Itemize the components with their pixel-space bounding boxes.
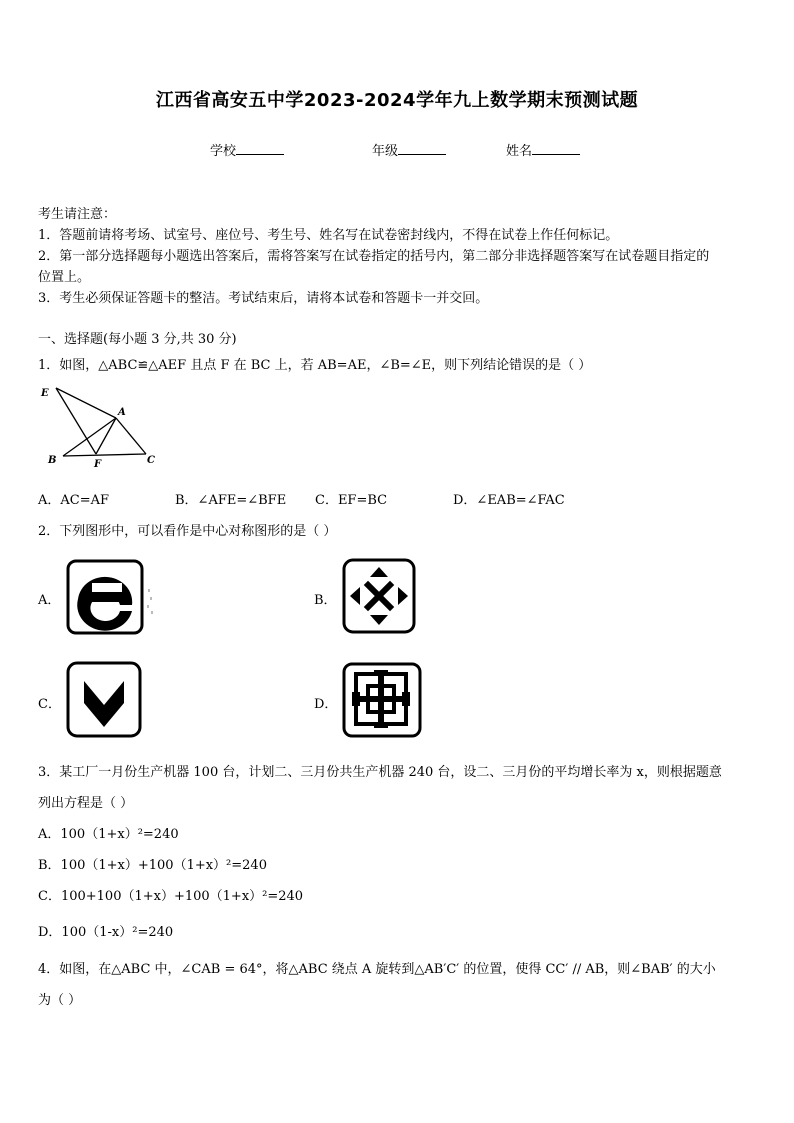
q1-label-f: F [94, 459, 102, 470]
grade-blank[interactable] [398, 142, 446, 155]
q3-option-c[interactable]: C．100+100（1+x）+100（1+x）²=240 [38, 889, 304, 904]
q3-option-d[interactable]: D．100（1-x）²=240 [38, 925, 174, 940]
notice-item-2: 2．第一部分选择题每小题选出答案后，需将答案写在试卷指定的括号内，第二部分非选择题答案写在试卷题目指定的 [38, 249, 710, 264]
q1-triangle-figure [38, 384, 162, 470]
notice-item-2-cont: 位置上。 [38, 270, 91, 285]
v-chevron-icon [66, 661, 144, 739]
q4-stem-line2: 为（ ） [38, 993, 82, 1008]
q2-option-b-label[interactable]: B． [314, 593, 337, 608]
q1-option-a[interactable]: A．AC=AF [38, 493, 110, 508]
q2-option-d-label[interactable]: D． [314, 697, 338, 712]
q1-option-b[interactable]: B．∠AFE=∠BFE [175, 493, 287, 508]
section-heading: 一、选择题(每小题 3 分,共 30 分) [38, 332, 237, 347]
e-logo-icon [66, 559, 156, 635]
q2-option-a-label[interactable]: A． [38, 593, 61, 608]
grade-label: 年级 [372, 144, 399, 159]
q3-option-b[interactable]: B．100（1+x）+100（1+x）²=240 [38, 858, 267, 873]
school-label: 学校 [210, 144, 237, 159]
q3-stem-line1: 3．某工厂一月份生产机器 100 台，计划二、三月份共生产机器 240 台，设二、三月份的平均增长率为 x，则根据题意 [38, 765, 722, 780]
notice-heading: 考生请注意： [38, 207, 117, 222]
q1-label-e: E [41, 388, 49, 399]
name-field[interactable] [506, 140, 580, 159]
page-title: 江西省高安五中学2023-2024学年九上数学期末预测试题 [155, 90, 639, 111]
q2-option-c-label[interactable]: C． [38, 697, 61, 712]
q3-stem-line2: 列出方程是（ ） [38, 796, 134, 811]
school-field[interactable] [210, 140, 284, 159]
q1-label-c: C [147, 455, 155, 466]
notice-item-3: 3．考生必须保证答题卡的整洁。考试结束后，请将本试卷和答题卡一并交回。 [38, 291, 489, 306]
q3-option-a[interactable]: A．100（1+x）²=240 [38, 827, 179, 842]
q4-stem-line1: 4．如图，在△ABC 中，∠CAB = 64°，将△ABC 绕点 A 旋转到△AB′C′ 的位置，使得 CC′ // AB，则∠BAB′ 的大小 [38, 962, 716, 977]
grade-field[interactable] [372, 140, 446, 159]
school-blank[interactable] [236, 142, 284, 155]
x-arrows-icon [342, 558, 416, 634]
q1-label-a: A [118, 407, 126, 418]
name-label: 姓名 [506, 144, 533, 159]
q2-stem: 2．下列图形中，可以看作是中心对称图形的是（ ） [38, 524, 337, 539]
name-blank[interactable] [532, 142, 580, 155]
notice-item-1: 1．答题前请将考场、试室号、座位号、考生号、姓名写在试卷密封线内，不得在试卷上作任何标记。 [38, 228, 619, 243]
q1-label-b: B [48, 455, 57, 466]
q1-stem: 1．如图，△ABC≌△AEF 且点 F 在 BC 上，若 AB=AE，∠B=∠E，则下列结论错误的是（ ） [38, 358, 592, 373]
q1-option-c[interactable]: C．EF=BC [315, 493, 388, 508]
interlock-squares-icon [342, 662, 422, 738]
q1-option-d[interactable]: D．∠EAB=∠FAC [453, 493, 565, 508]
